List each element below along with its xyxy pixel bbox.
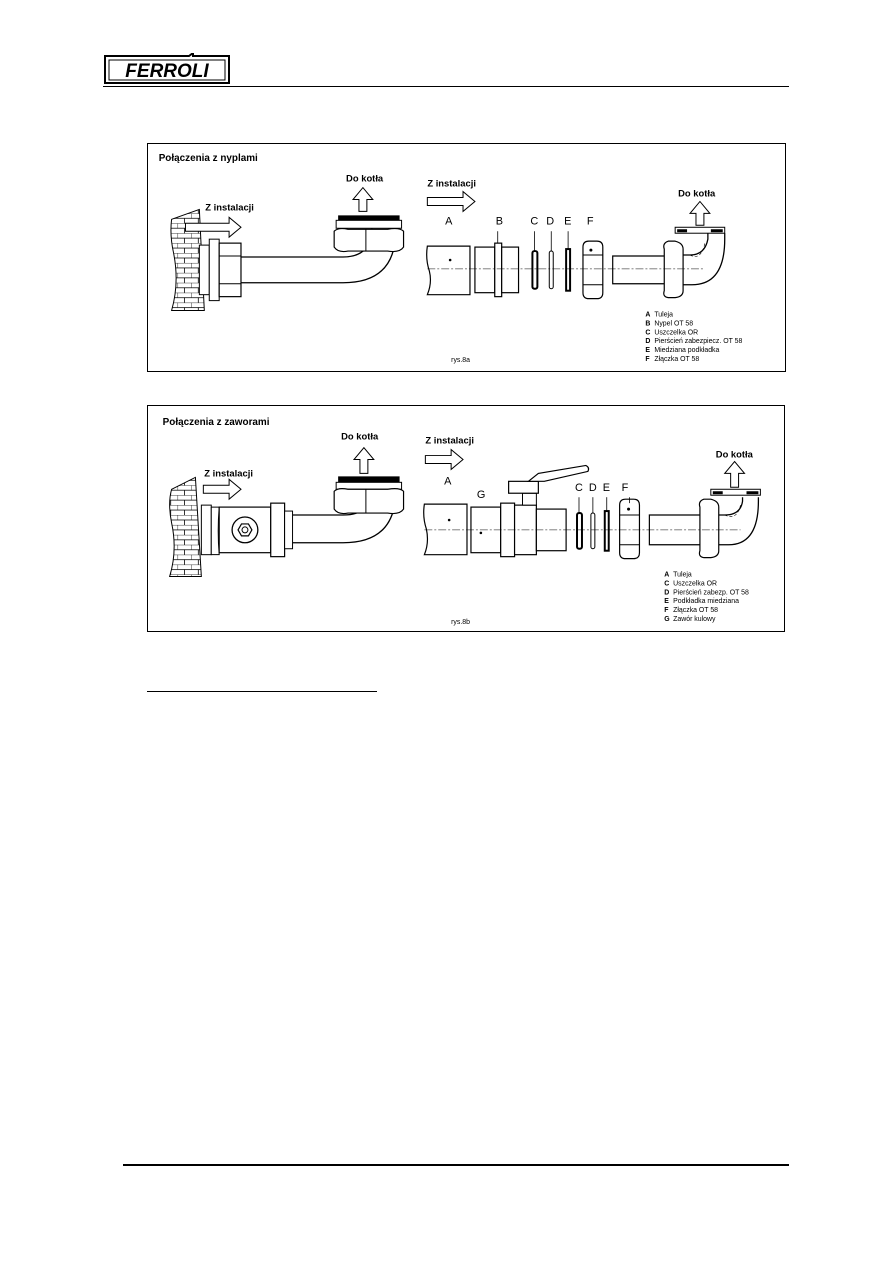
from-install-label-right: Z instalacji: [425, 434, 474, 446]
figure-caption: rys.8b: [451, 619, 470, 627]
svg-text:F: F: [664, 607, 669, 615]
to-boiler-label: Do kotła: [341, 430, 379, 442]
part-letter-e: E: [602, 482, 611, 495]
to-boiler-arrow-right: [725, 462, 745, 488]
part-letter-b: B: [495, 215, 504, 228]
part-letter-a: A: [444, 475, 452, 488]
logo-text: FERROLI: [125, 61, 209, 82]
svg-text:C: C: [664, 580, 670, 588]
header-rule: [103, 86, 789, 87]
svg-text:Podkładka miedziana: Podkładka miedziana: [673, 598, 739, 606]
svg-text:Miedziana podkładka: Miedziana podkładka: [654, 347, 720, 355]
part-letter-a: A: [445, 215, 453, 228]
svg-text:D: D: [645, 338, 651, 346]
part-letter-c: C: [575, 482, 583, 495]
svg-text:A: A: [664, 571, 670, 579]
figure-title: Połączenia z zaworami: [162, 416, 270, 428]
svg-text:F: F: [645, 356, 650, 364]
svg-text:Zawór kulowy: Zawór kulowy: [673, 616, 716, 624]
svg-text:Tuleja: Tuleja: [673, 571, 692, 579]
part-letter-d: D: [588, 482, 597, 495]
svg-text:Nypel OT 58: Nypel OT 58: [654, 320, 694, 328]
part-letter-g: G: [476, 489, 486, 502]
to-boiler-arrow-left: [354, 448, 374, 474]
to-boiler-arrow-right: [690, 201, 710, 225]
part-letter-e: E: [564, 215, 572, 228]
svg-text:Pierścień zabezpiecz. OT 58: Pierścień zabezpiecz. OT 58: [654, 338, 743, 346]
figure-nipple-connections: [147, 143, 786, 372]
svg-text:D: D: [664, 589, 670, 597]
svg-text:Pierścień zabezp. OT 58: Pierścień zabezp. OT 58: [673, 589, 749, 597]
svg-text:Złączka OT 58: Złączka OT 58: [654, 356, 700, 364]
to-boiler-label-right: Do kotła: [678, 187, 716, 199]
ferroli-logo: [103, 53, 231, 85]
to-boiler-arrow-left: [353, 188, 373, 212]
svg-text:Złączka OT 58: Złączka OT 58: [673, 607, 719, 615]
figure-valve-connections: [147, 405, 785, 632]
part-letters: [445, 215, 594, 227]
svg-text:G: G: [664, 616, 670, 624]
svg-text:Uszczelka OR: Uszczelka OR: [673, 580, 718, 588]
to-boiler-label-right: Do kotła: [715, 448, 753, 460]
svg-text:Tuleja: Tuleja: [654, 311, 673, 319]
from-install-label: Z instalacji: [205, 201, 254, 213]
svg-text:E: E: [664, 598, 669, 606]
from-install-arrow-left: [203, 479, 241, 499]
svg-text:E: E: [645, 347, 651, 355]
footer-rule: [123, 1164, 789, 1166]
section-rule: [147, 691, 377, 692]
figure-caption: rys.8a: [451, 357, 470, 365]
figure-title: Połączenia z nyplami: [158, 152, 258, 164]
part-letter-d: D: [546, 215, 555, 228]
legend: [645, 311, 742, 363]
to-boiler-label: Do kotła: [346, 172, 384, 184]
part-letter-f: F: [621, 482, 629, 495]
part-letter-c: C: [530, 215, 539, 228]
legend: [664, 571, 749, 623]
from-install-arrow-right: [425, 450, 463, 470]
svg-text:A: A: [645, 311, 651, 319]
from-install-label: Z instalacji: [204, 467, 253, 479]
from-install-label-right: Z instalacji: [427, 177, 476, 189]
part-letter-f: F: [586, 215, 594, 228]
from-install-arrow-right: [427, 192, 475, 212]
wall: [170, 477, 202, 576]
svg-text:Uszczelka OR: Uszczelka OR: [654, 329, 699, 337]
svg-text:C: C: [645, 329, 651, 337]
svg-text:B: B: [645, 320, 651, 328]
